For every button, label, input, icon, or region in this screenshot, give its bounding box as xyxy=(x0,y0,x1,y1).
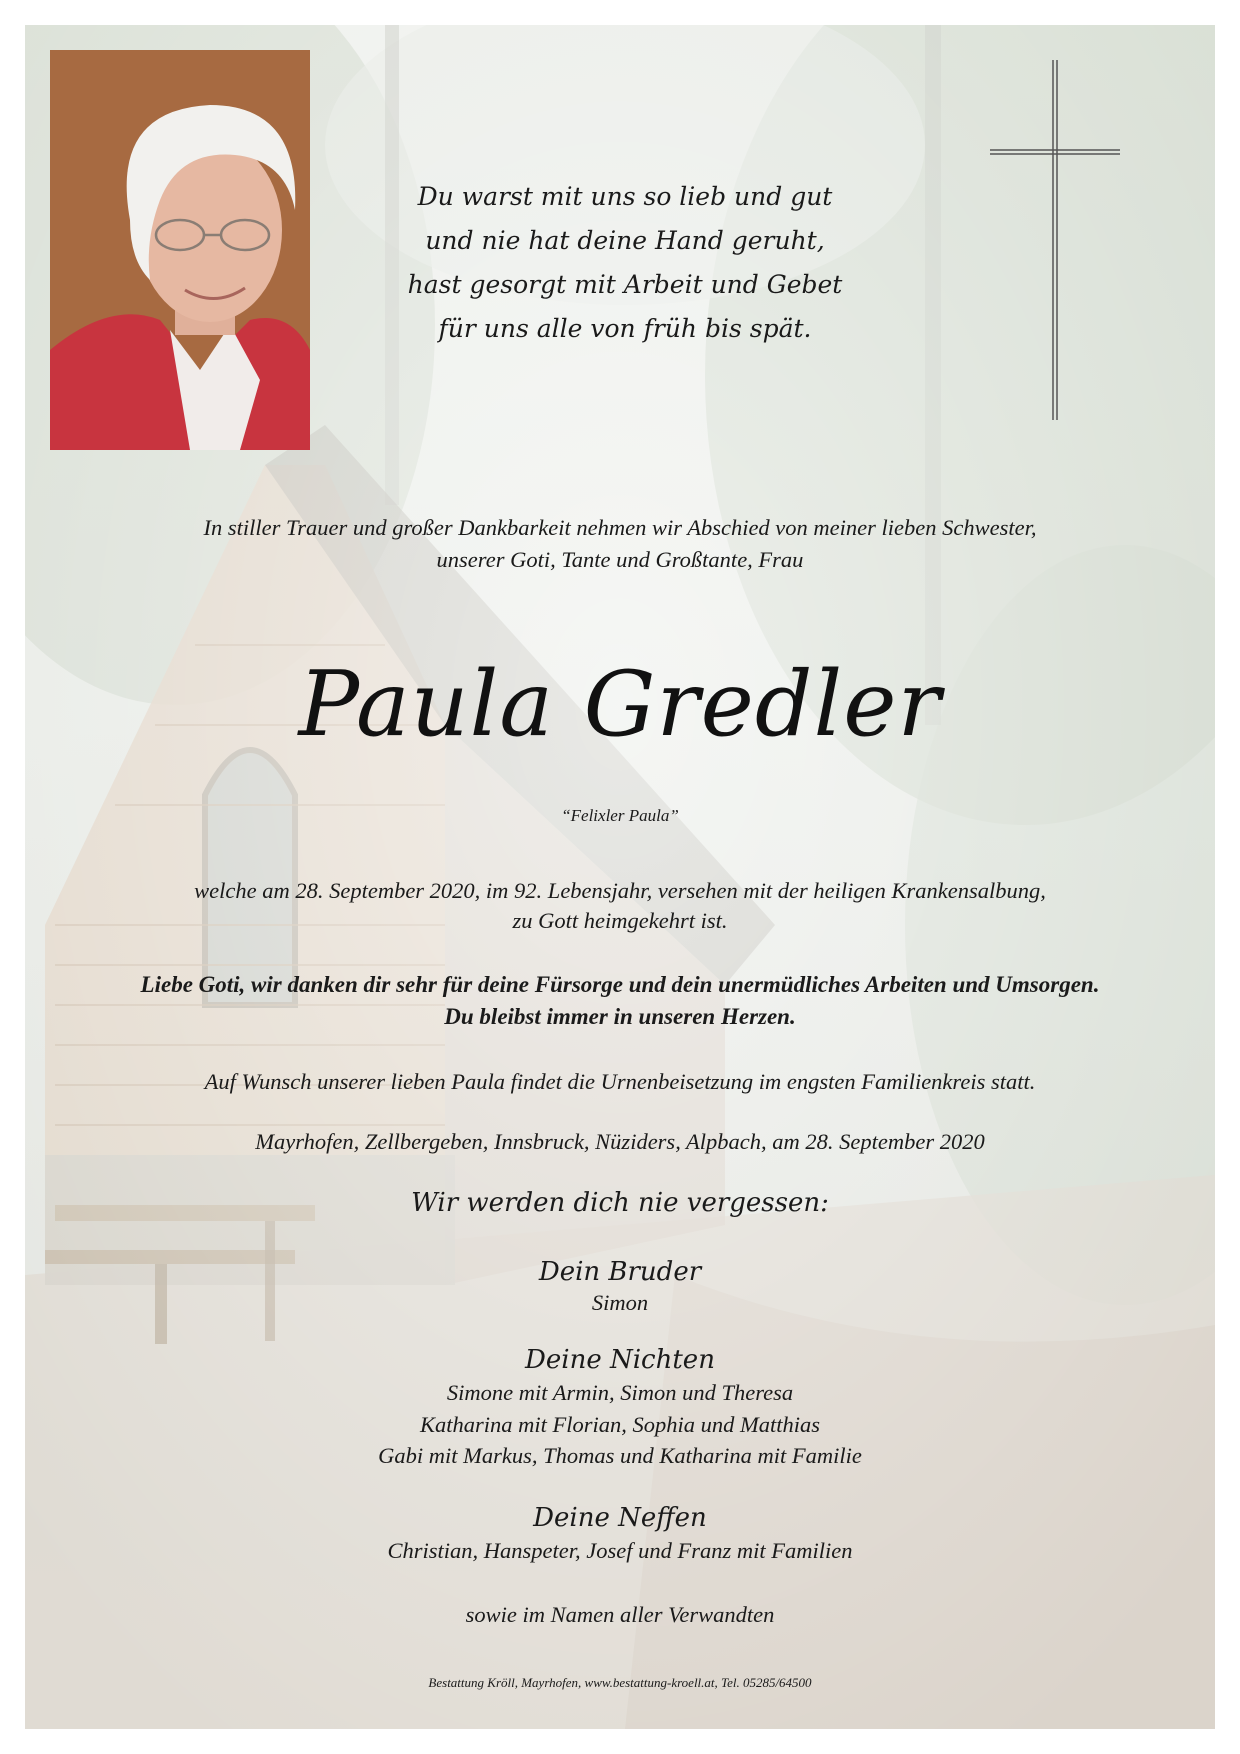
thanks-text: Liebe Goti, wir danken dir sehr für deine Fürsorge und dein unermüdliches Arbeiten und Umsorgen. xyxy=(140,972,1100,997)
verse-line: Du warst mit uns so lieb und gut xyxy=(417,182,833,211)
obituary-page xyxy=(25,25,1215,1729)
cross-icon xyxy=(990,60,1140,460)
funeral-home-footer: Bestattung Kröll, Mayrhofen, www.bestattung-kroell.at, Tel. 05285/64500 xyxy=(428,1675,812,1690)
thanks-text: Du bleibst immer in unseren Herzen. xyxy=(444,1004,796,1029)
verse-line: für uns alle von früh bis spät. xyxy=(438,314,812,343)
burial-text: Auf Wunsch unserer lieben Paula findet die Urnenbeisetzung im engsten Familienkreis statt. xyxy=(204,1069,1036,1094)
intro-line: In stiller Trauer und großer Dankbarkeit nehmen wir Abschied von meiner lieben Schwester, xyxy=(203,515,1037,540)
group-member: Katharina mit Florian, Sophia und Matthias xyxy=(419,1412,821,1437)
never-forget-heading: Wir werden dich nie vergessen: xyxy=(411,1188,829,1218)
relatives-text: sowie im Namen aller Verwandten xyxy=(465,1602,775,1627)
portrait-photo xyxy=(50,50,310,450)
death-text: welche am 28. September 2020, im 92. Lebensjahr, versehen mit der heiligen Krankensalbung, xyxy=(194,878,1046,903)
group-title: Deine Neffen xyxy=(533,1503,707,1533)
death-text: zu Gott heimgekehrt ist. xyxy=(512,908,728,933)
verse-line: hast gesorgt mit Arbeit und Gebet xyxy=(407,270,843,299)
group-member: Simon xyxy=(591,1290,649,1315)
group-title: Deine Nichten xyxy=(525,1345,715,1375)
places-date: Mayrhofen, Zellbergeben, Innsbruck, Nüziders, Alpbach, am 28. September 2020 xyxy=(255,1129,985,1154)
verse-line: und nie hat deine Hand geruht, xyxy=(425,226,825,255)
nickname: “Felixler Paula” xyxy=(561,806,679,825)
group-member: Simone mit Armin, Simon und Theresa xyxy=(446,1380,794,1405)
group-member: Gabi mit Markus, Thomas und Katharina mit Familie xyxy=(378,1443,862,1468)
verse xyxy=(405,175,845,351)
group-member: Christian, Hanspeter, Josef und Franz mit Familien xyxy=(387,1538,853,1563)
deceased-name: Paula Gredler xyxy=(298,652,942,757)
group-title: Dein Bruder xyxy=(538,1257,702,1287)
intro-line: unserer Goti, Tante und Großtante, Frau xyxy=(436,547,804,572)
